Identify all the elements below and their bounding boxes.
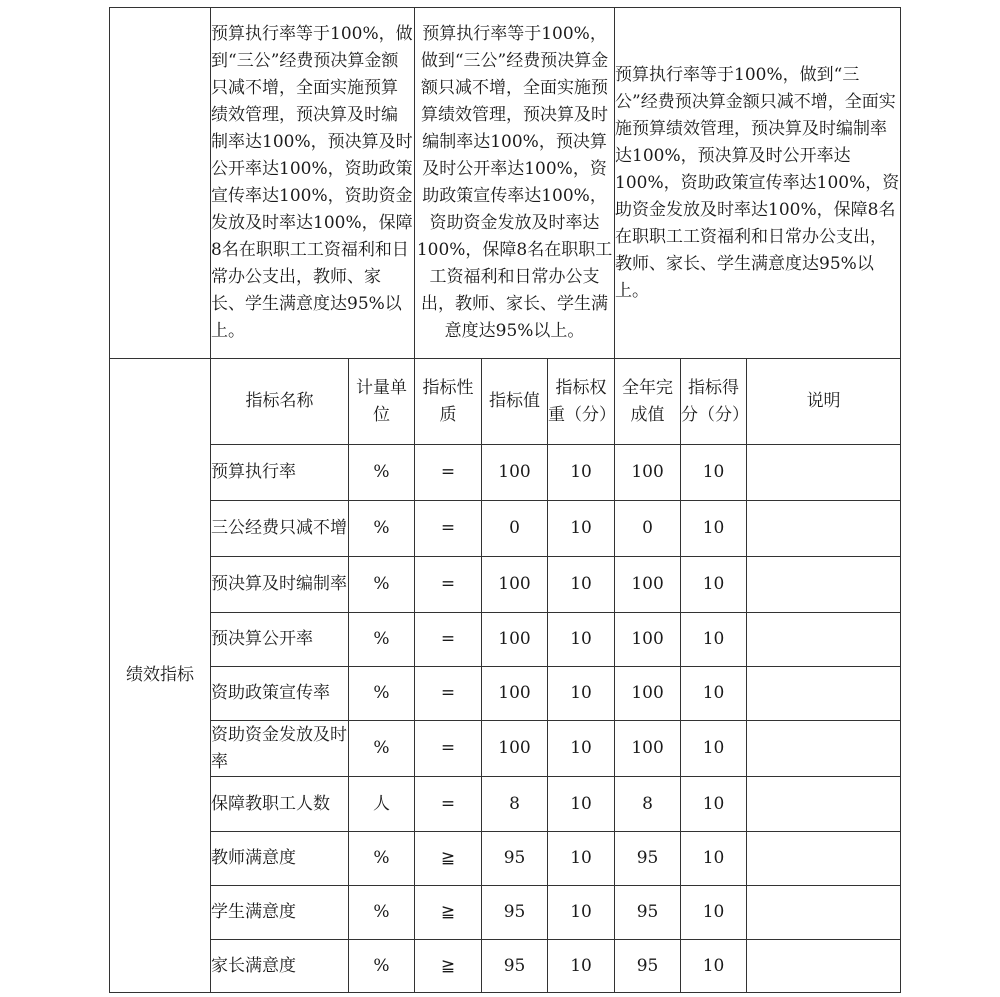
header-row [110, 359, 901, 445]
blank-label-cell [110, 8, 211, 359]
table-row [110, 777, 901, 832]
weight-cell: 10 [548, 886, 615, 940]
actual-cell: 95 [615, 940, 681, 993]
weight-cell: 10 [548, 557, 615, 613]
nature-cell: = [415, 445, 482, 501]
note-cell [747, 613, 901, 667]
target-cell: 100 [482, 667, 548, 721]
indicator-name: 家长满意度 [211, 940, 349, 993]
weight-cell: 10 [548, 721, 615, 777]
header-weight: 指标权重（分） [548, 359, 615, 445]
nature-cell: = [415, 721, 482, 777]
weight-cell: 10 [548, 667, 615, 721]
table-row [110, 501, 901, 557]
table-row [110, 721, 901, 777]
actual-cell: 100 [615, 557, 681, 613]
header-score: 指标得分（分） [681, 359, 747, 445]
weight-cell: 10 [548, 445, 615, 501]
nature-cell: = [415, 667, 482, 721]
note-cell [747, 886, 901, 940]
score-cell: 10 [681, 721, 747, 777]
indicator-name: 保障教职工人数 [211, 777, 349, 832]
actual-cell: 100 [615, 667, 681, 721]
table-row [110, 940, 901, 993]
performance-table [109, 7, 901, 993]
goal-row [110, 8, 901, 359]
target-cell: 95 [482, 886, 548, 940]
weight-cell: 10 [548, 501, 615, 557]
table-row [110, 886, 901, 940]
unit-cell: % [349, 613, 415, 667]
score-cell: 10 [681, 667, 747, 721]
nature-cell: = [415, 777, 482, 832]
weight-cell: 10 [548, 832, 615, 886]
target-cell: 95 [482, 832, 548, 886]
note-cell [747, 721, 901, 777]
unit-cell: % [349, 501, 415, 557]
indicator-name: 预决算及时编制率 [211, 557, 349, 613]
note-cell [747, 777, 901, 832]
note-cell [747, 667, 901, 721]
header-unit: 计量单位 [349, 359, 415, 445]
nature-cell: ≧ [415, 886, 482, 940]
unit-cell: 人 [349, 777, 415, 832]
indicator-name: 三公经费只减不增 [211, 501, 349, 557]
section-label: 绩效指标 [110, 359, 211, 993]
header-actual: 全年完成值 [615, 359, 681, 445]
header-indicator-name: 指标名称 [211, 359, 349, 445]
score-cell: 10 [681, 832, 747, 886]
score-cell: 10 [681, 940, 747, 993]
actual-cell: 0 [615, 501, 681, 557]
actual-cell: 100 [615, 445, 681, 501]
target-cell: 0 [482, 501, 548, 557]
indicator-name: 教师满意度 [211, 832, 349, 886]
table-row [110, 832, 901, 886]
indicator-name: 资助政策宣传率 [211, 667, 349, 721]
note-cell [747, 557, 901, 613]
indicator-name: 预决算公开率 [211, 613, 349, 667]
weight-cell: 10 [548, 777, 615, 832]
target-cell: 8 [482, 777, 548, 832]
header-note: 说明 [747, 359, 901, 445]
score-cell: 10 [681, 557, 747, 613]
nature-cell: ≧ [415, 832, 482, 886]
nature-cell: ≧ [415, 940, 482, 993]
table-row [110, 613, 901, 667]
nature-cell: = [415, 613, 482, 667]
score-cell: 10 [681, 886, 747, 940]
nature-cell: = [415, 501, 482, 557]
score-cell: 10 [681, 777, 747, 832]
goal-text-col3: 预算执行率等于100%，做到“三公”经费预决算金额只减不增，全面实施预算绩效管理，预决算及时编制率达100%，预决算及时公开率达100%，资助政策宣传率达100%，资助资金发放及时率达100%，保障8名在职职工工资福利和日常办公支出，教师、家长、学生满意度达95%以上。 [615, 8, 901, 359]
header-nature: 指标性质 [415, 359, 482, 445]
goal-text-col2: 预算执行率等于100%，做到“三公”经费预决算金额只减不增，全面实施预算绩效管理，预决算及时编制率达100%，预决算及时公开率达100%，资助政策宣传率达100%，资助资金发放及时率达100%，保障8名在职职工工资福利和日常办公支出，教师、家长、学生满意度达95%以上。 [415, 8, 615, 359]
unit-cell: % [349, 557, 415, 613]
score-cell: 10 [681, 613, 747, 667]
unit-cell: % [349, 940, 415, 993]
nature-cell: = [415, 557, 482, 613]
unit-cell: % [349, 445, 415, 501]
indicator-name: 预算执行率 [211, 445, 349, 501]
table-row [110, 667, 901, 721]
actual-cell: 8 [615, 777, 681, 832]
weight-cell: 10 [548, 940, 615, 993]
indicator-name: 资助资金发放及时率 [211, 721, 349, 777]
unit-cell: % [349, 667, 415, 721]
actual-cell: 95 [615, 886, 681, 940]
target-cell: 100 [482, 721, 548, 777]
target-cell: 100 [482, 557, 548, 613]
actual-cell: 100 [615, 613, 681, 667]
score-cell: 10 [681, 501, 747, 557]
actual-cell: 95 [615, 832, 681, 886]
unit-cell: % [349, 832, 415, 886]
weight-cell: 10 [548, 613, 615, 667]
note-cell [747, 832, 901, 886]
note-cell [747, 501, 901, 557]
actual-cell: 100 [615, 721, 681, 777]
note-cell [747, 940, 901, 993]
score-cell: 10 [681, 445, 747, 501]
target-cell: 100 [482, 613, 548, 667]
target-cell: 95 [482, 940, 548, 993]
goal-text-col1: 预算执行率等于100%，做到“三公”经费预决算金额只减不增，全面实施预算绩效管理，预决算及时编制率达100%，预决算及时公开率达100%，资助政策宣传率达100%，资助资金发放及时率达100%，保障8名在职职工工资福利和日常办公支出，教师、家长、学生满意度达95%以上。 [211, 8, 415, 359]
unit-cell: % [349, 721, 415, 777]
note-cell [747, 445, 901, 501]
unit-cell: % [349, 886, 415, 940]
table-row [110, 445, 901, 501]
indicator-name: 学生满意度 [211, 886, 349, 940]
header-target: 指标值 [482, 359, 548, 445]
target-cell: 100 [482, 445, 548, 501]
table-row [110, 557, 901, 613]
